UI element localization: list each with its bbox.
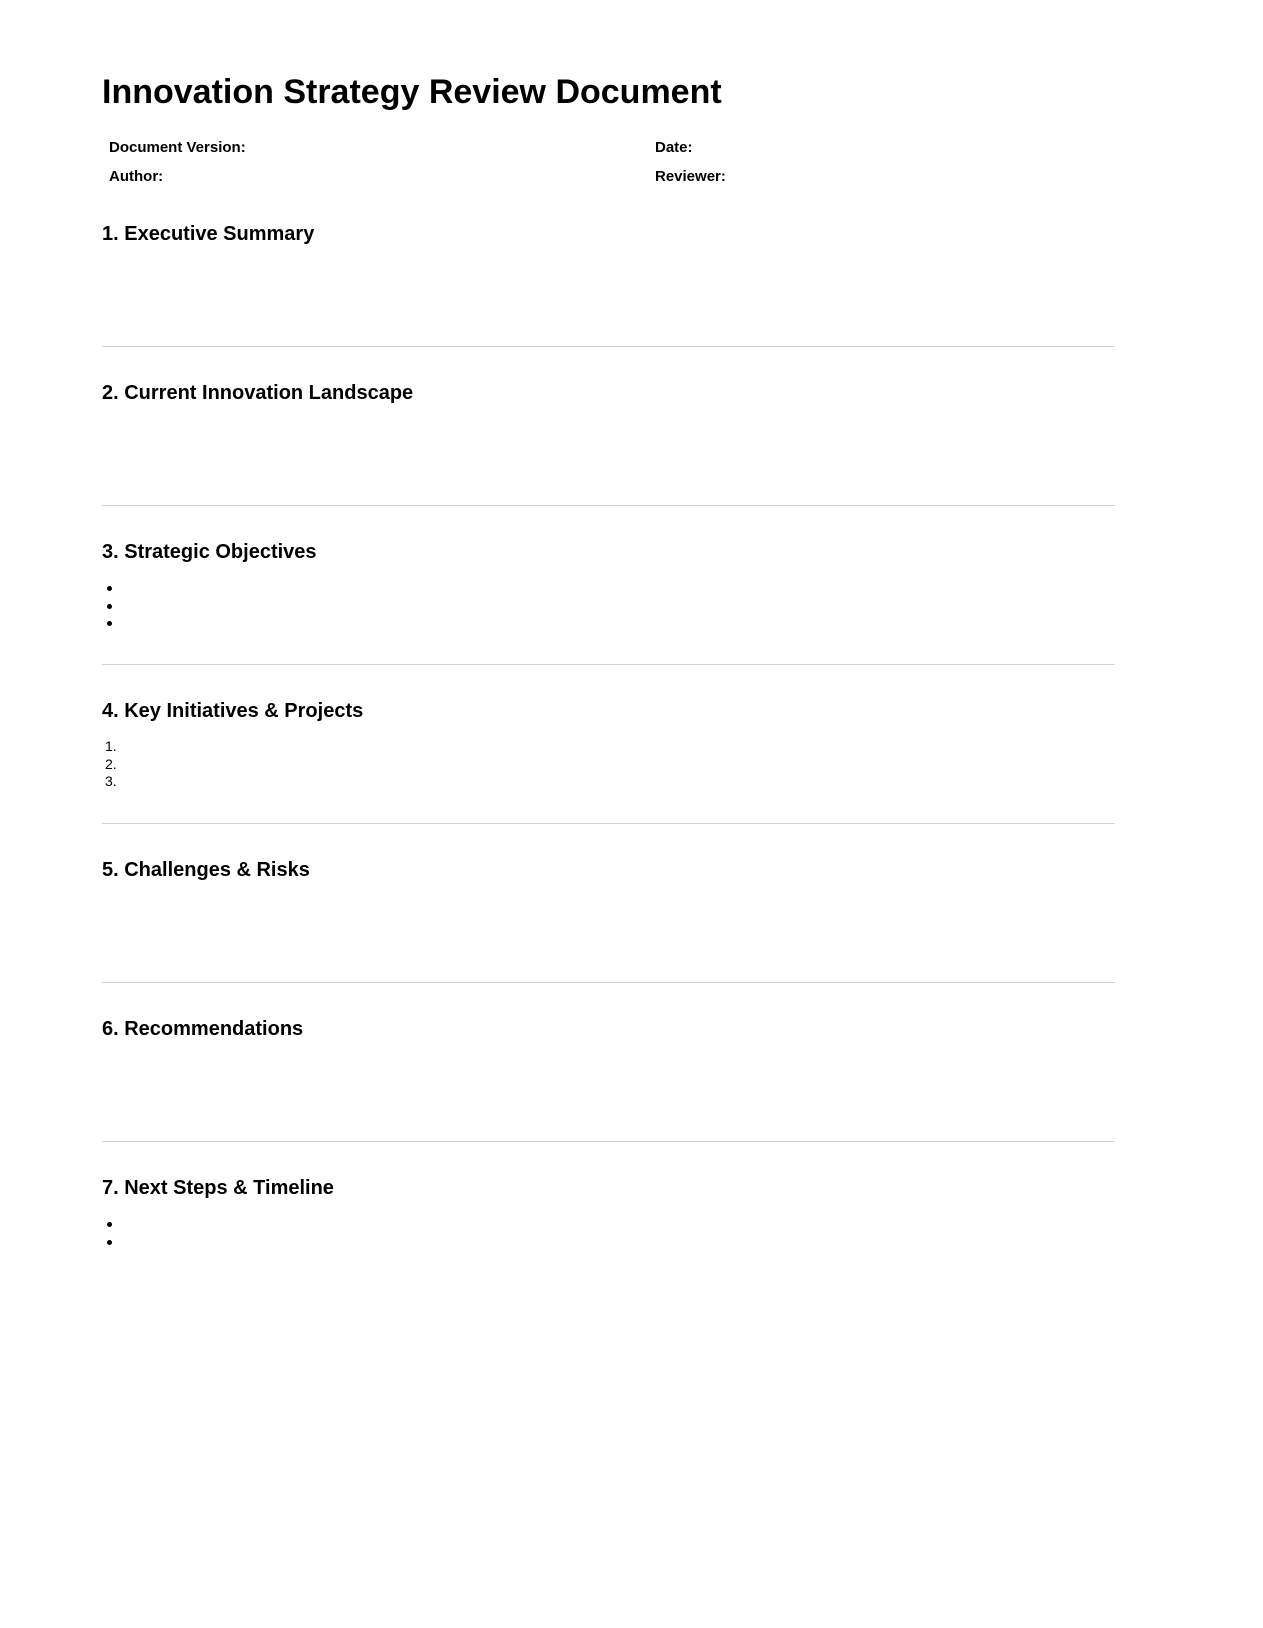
- reviewer-label: Reviewer:: [655, 168, 726, 185]
- initiatives-list: [102, 738, 1115, 791]
- section-challenges-risks: [102, 858, 1115, 1017]
- list-item[interactable]: 1.: [105, 738, 117, 754]
- section-divider: [102, 505, 1115, 506]
- section-divider: [102, 1141, 1115, 1142]
- list-item[interactable]: [102, 1215, 1115, 1233]
- section-current-landscape: [102, 381, 1115, 540]
- meta-row: [109, 137, 1115, 166]
- author-label: Author:: [109, 168, 164, 185]
- meta-row: [109, 166, 1115, 195]
- section-divider: [102, 664, 1115, 665]
- section-divider: [102, 346, 1115, 347]
- document-title: Innovation Strategy Review Document: [102, 73, 722, 111]
- next-steps-list: [102, 1215, 1115, 1250]
- section-heading: 4. Key Initiatives & Projects: [102, 700, 364, 722]
- section-divider: [102, 823, 1115, 824]
- list-item[interactable]: [102, 1233, 1115, 1251]
- section-heading: 3. Strategic Objectives: [102, 541, 317, 563]
- section-divider: [102, 982, 1115, 983]
- list-item[interactable]: [102, 614, 1115, 632]
- section-strategic-objectives: [102, 540, 1115, 699]
- section-heading: 7. Next Steps & Timeline: [102, 1177, 334, 1199]
- objectives-list: [102, 579, 1115, 632]
- section-heading: 1. Executive Summary: [102, 223, 315, 245]
- section-heading: 6. Recommendations: [102, 1018, 304, 1040]
- list-item[interactable]: [102, 597, 1115, 615]
- section-key-initiatives: [102, 699, 1115, 858]
- list-item[interactable]: 2.: [105, 755, 117, 772]
- document-meta: [109, 137, 1115, 195]
- list-item[interactable]: [102, 579, 1115, 597]
- version-label: Document Version:: [109, 139, 246, 156]
- section-heading: 2. Current Innovation Landscape: [102, 382, 414, 404]
- section-heading: 5. Challenges & Risks: [102, 859, 310, 881]
- sections: [102, 222, 1115, 1335]
- list-item[interactable]: 3.: [105, 773, 117, 789]
- date-label: Date:: [655, 139, 693, 156]
- section-executive-summary: [102, 222, 1115, 381]
- section-next-steps: [102, 1176, 1115, 1335]
- section-recommendations: [102, 1017, 1115, 1176]
